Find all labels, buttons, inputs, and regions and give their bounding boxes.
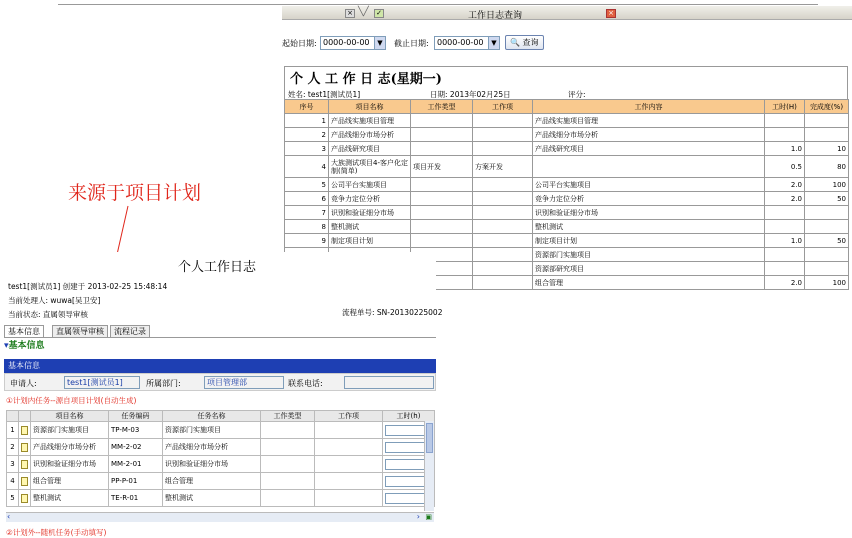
log-cell: 公司平台实施项目	[329, 178, 411, 192]
tab-basic-info[interactable]: 基本信息	[4, 325, 44, 337]
document-icon[interactable]	[21, 460, 28, 469]
task-name-cell: 组合管理	[163, 473, 261, 490]
log-cell: 产品线研究项目	[329, 142, 411, 156]
log-cell: 2.0	[765, 192, 805, 206]
row-doc-cell	[19, 456, 31, 473]
log-cell: 制定项目计划	[329, 234, 411, 248]
log-column-header: 工时(H)	[765, 100, 805, 114]
query-button[interactable]: 🔍 查询	[505, 35, 544, 50]
log-cell: 100	[805, 276, 849, 290]
dept-label: 所属部门:	[146, 379, 181, 388]
log-cell: 识别和验证细分市场	[329, 206, 411, 220]
task-name-cell: 产品线细分市场分析	[163, 439, 261, 456]
work-type-cell[interactable]	[261, 439, 315, 456]
work-type-cell[interactable]	[261, 473, 315, 490]
excel-icon[interactable]: ▣	[425, 513, 432, 521]
dept-field[interactable]: 项目管理部	[204, 376, 284, 389]
log-cell: 产品线研究项目	[533, 142, 765, 156]
table-row[interactable]	[7, 473, 435, 490]
list-column-header: 工时(h)	[383, 411, 435, 422]
log-column-header: 项目名称	[329, 100, 411, 114]
log-column-header: 完成度(%)	[805, 100, 849, 114]
list-column-header: 工作项	[315, 411, 383, 422]
task-name-cell: 资源部门实施项目	[163, 422, 261, 439]
log-cell: 产品线实施项目管理	[329, 114, 411, 128]
project-name-cell: 识别和验证细分市场	[31, 456, 109, 473]
section-title[interactable]: ▾基本信息	[4, 341, 45, 351]
task-name-cell: 整机测试	[163, 490, 261, 507]
log-cell: 整机测试	[329, 220, 411, 234]
chevron-down-icon: ▼	[374, 37, 385, 49]
tab-flow-records[interactable]: 流程记录	[110, 325, 150, 337]
list-column-header: 任务名称	[163, 411, 261, 422]
row-number: 5	[7, 490, 19, 507]
log-cell: 识别和验证细分市场	[533, 206, 765, 220]
log-date: 日期: 2013年02月25日	[430, 90, 511, 99]
log-cell: 5	[285, 178, 329, 192]
log-cell: 2.0	[765, 178, 805, 192]
work-item-cell[interactable]	[315, 439, 383, 456]
random-tasks-title: ②计划外--随机任务(手动填写)	[6, 528, 107, 537]
task-code-cell: TP-M-03	[109, 422, 163, 439]
horizontal-scrollbar[interactable]	[6, 512, 434, 522]
work-item-cell[interactable]	[315, 456, 383, 473]
log-title: 个 人 工 作 日 志(星期一)	[290, 72, 442, 87]
form-title: 个人工作日志	[178, 260, 257, 275]
list-column-header: 任务编码	[109, 411, 163, 422]
log-cell: 项目开发	[411, 156, 473, 178]
log-column-header: 序号	[285, 100, 329, 114]
row-number: 3	[7, 456, 19, 473]
list-column-header	[19, 411, 31, 422]
document-icon[interactable]	[21, 426, 28, 435]
task-code-cell: MM-2-02	[109, 439, 163, 456]
created-info: test1[测试员1] 创建于 2013-02-25 15:48:14	[8, 282, 168, 291]
log-cell: 10	[805, 142, 849, 156]
log-cell: 制定项目计划	[533, 234, 765, 248]
log-cell: 竞争力定位分析	[329, 192, 411, 206]
log-cell: 0.5	[765, 156, 805, 178]
annotation-text: 来源于项目计划	[68, 182, 202, 204]
log-column-header: 工作类型	[411, 100, 473, 114]
end-date-select[interactable]: 0000-00-00 ▼	[434, 36, 500, 50]
start-date-select[interactable]: 0000-00-00 ▼	[320, 36, 386, 50]
log-column-header: 工作项	[473, 100, 533, 114]
project-name-cell: 资源部门实施项目	[31, 422, 109, 439]
project-name-cell: 整机测试	[31, 490, 109, 507]
log-cell: 80	[805, 156, 849, 178]
document-icon[interactable]	[21, 477, 28, 486]
phone-field[interactable]	[344, 376, 434, 389]
triangle-down-icon: ▾	[4, 341, 9, 351]
task-code-cell: PP-P-01	[109, 473, 163, 490]
log-cell: 大族测试项目4-客户化定制(简单)	[329, 156, 411, 178]
row-doc-cell	[19, 422, 31, 439]
scroll-left-icon[interactable]: ‹	[7, 512, 11, 521]
work-type-cell[interactable]	[261, 490, 315, 507]
applicant-label: 申请人:	[10, 379, 37, 388]
document-icon[interactable]	[21, 494, 28, 503]
project-name-cell: 产品线细分市场分析	[31, 439, 109, 456]
log-cell: 1	[285, 114, 329, 128]
row-doc-cell	[19, 473, 31, 490]
search-icon: 🔍	[510, 38, 520, 47]
document-icon[interactable]	[21, 443, 28, 452]
work-item-cell[interactable]	[315, 473, 383, 490]
log-cell: 2.0	[765, 276, 805, 290]
log-cell: 竞争力定位分析	[533, 192, 765, 206]
log-cell: 50	[805, 192, 849, 206]
vertical-scrollbar[interactable]	[424, 421, 434, 511]
log-cell: 7	[285, 206, 329, 220]
log-name: 姓名: test1[测试员1]	[288, 90, 361, 99]
tab-title[interactable]: 工作日志查询	[468, 11, 523, 21]
task-code-cell: MM-2-01	[109, 456, 163, 473]
log-cell: 50	[805, 234, 849, 248]
list-column-header: 项目名称	[31, 411, 109, 422]
work-item-cell[interactable]	[315, 422, 383, 439]
start-date-label: 起始日期:	[282, 39, 317, 48]
tab-underline	[4, 337, 436, 338]
log-cell: 2	[285, 128, 329, 142]
log-cell: 9	[285, 234, 329, 248]
row-number: 4	[7, 473, 19, 490]
log-score-label: 评分:	[568, 90, 586, 99]
close-window-icon[interactable]: ×	[606, 9, 616, 18]
log-column-header: 工作内容	[533, 100, 765, 114]
list-column-header: 工作类型	[261, 411, 315, 422]
log-cell: 方案开发	[473, 156, 533, 178]
log-cell: 整机测试	[533, 220, 765, 234]
table-row[interactable]	[7, 490, 435, 507]
chevron-down-icon: ▼	[488, 37, 499, 49]
log-cell: 100	[805, 178, 849, 192]
handler-info: 当前处理人: wuwa[吴卫安]	[8, 296, 101, 305]
phone-label: 联系电话:	[288, 379, 323, 388]
basic-info-bar: 基本信息	[4, 359, 436, 373]
log-cell: 组合管理	[533, 276, 765, 290]
applicant-field[interactable]: test1[测试员1]	[64, 376, 140, 389]
row-number: 2	[7, 439, 19, 456]
task-code-cell: TE-R-01	[109, 490, 163, 507]
log-cell: 1.0	[765, 142, 805, 156]
work-item-cell[interactable]	[315, 490, 383, 507]
tab-leader-review[interactable]: 直属领导审核	[52, 325, 108, 337]
log-cell: 4	[285, 156, 329, 178]
table-row[interactable]	[7, 439, 435, 456]
tab-separator-icon: ╲╱	[358, 7, 369, 17]
plan-tasks-title: ①计划内任务--源自项目计划(自动生成)	[6, 396, 137, 405]
work-type-cell[interactable]	[261, 422, 315, 439]
list-column-header	[7, 411, 19, 422]
table-row[interactable]	[7, 422, 435, 439]
log-cell: 1.0	[765, 234, 805, 248]
log-cell: 产品线细分市场分析	[329, 128, 411, 142]
log-cell: 产品线细分市场分析	[533, 128, 765, 142]
plan-task-table	[6, 410, 435, 507]
row-doc-cell	[19, 439, 31, 456]
table-row[interactable]	[7, 456, 435, 473]
log-cell: 3	[285, 142, 329, 156]
row-number: 1	[7, 422, 19, 439]
page-icon: ✓	[374, 9, 384, 18]
project-name-cell: 组合管理	[31, 473, 109, 490]
close-tab-icon[interactable]: ×	[345, 9, 355, 18]
log-cell: 资源部研究项目	[533, 262, 765, 276]
task-name-cell: 识别和验证细分市场	[163, 456, 261, 473]
work-type-cell[interactable]	[261, 456, 315, 473]
log-cell: 产品线实施项目管理	[533, 114, 765, 128]
log-cell: 公司平台实施项目	[533, 178, 765, 192]
row-doc-cell	[19, 490, 31, 507]
status-info: 当前状态: 直属领导审核	[8, 310, 88, 319]
scroll-right-icon[interactable]: ›	[416, 512, 420, 521]
log-cell: 8	[285, 220, 329, 234]
log-cell: 资源部门实施项目	[533, 248, 765, 262]
end-date-label: 截止日期:	[394, 39, 429, 48]
flow-number: 流程单号: SN-20130225002	[342, 308, 443, 317]
log-cell: 6	[285, 192, 329, 206]
